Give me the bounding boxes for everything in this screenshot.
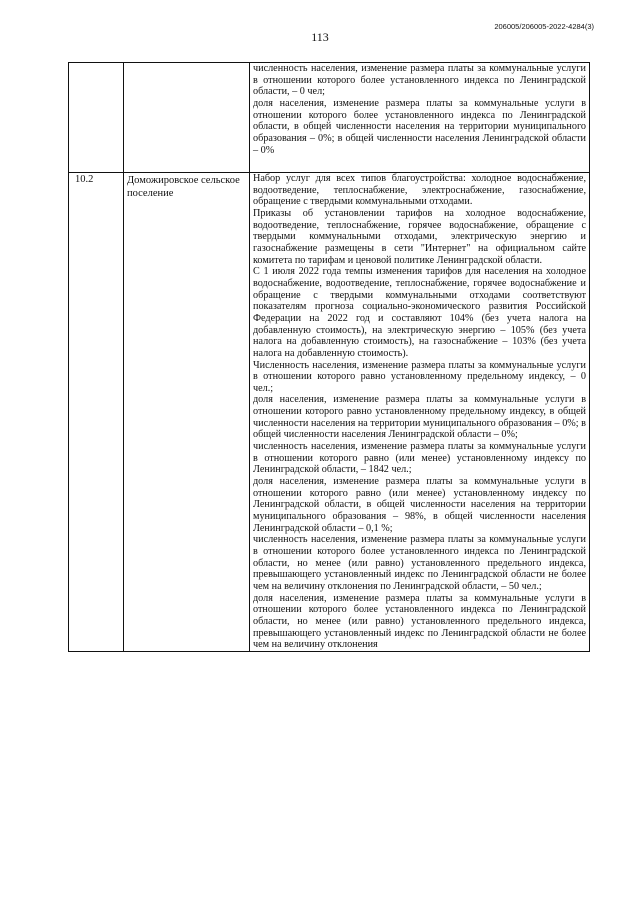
paragraph: Приказы об установлении тарифов на холодное водоснабжение, водоотведение, теплоснабжение, горячее водоснабжение, обращение с твердыми коммунальными отходами, электрическую энергию и газоснабжение размещены в сети "Интернет" на официальном сайте комитета по тарифам и ценовой политике Ленинградской области. (253, 207, 586, 266)
paragraph: Численность населения, изменение размера платы за коммунальные услуги в отношении которого равно установленному предельному индексу, – 0 чел.; (253, 359, 586, 394)
settlement-name: Доможировское сельское поселение (124, 173, 250, 652)
row-number (69, 63, 124, 173)
paragraph: С 1 июля 2022 года темпы изменения тарифов для населения на холодное водоснабжение, водоотведение, теплоснабжение, горячее водоснабжение и обращение с твердыми коммунальными отходами соответствуют показателям прогноза социально-экономического развития Российской Федерации на 2022 год и составляют 104% (без учета налога на добавленную стоимость), на электрическую энергию – 105% (без учета налога на добавленную стоимость), на газоснабжение – 103% (без учета налога на добавленную стоимость). (253, 266, 586, 359)
paragraph: численность населения, изменение размера платы за коммунальные услуги в отношении которого равно (или менее) установленному индексу по Ленинградской области, – 1842 чел.; (253, 441, 586, 476)
page-number: 113 (311, 30, 329, 44)
paragraph: доля населения, изменение размера платы за коммунальные услуги в отношении которого более установленного индекса по Ленинградской области, в общей численности населения на территории муниципального образования – 0%; в общей численности населения Ленинградской области – 0% (253, 97, 586, 156)
row-description (250, 173, 590, 652)
document-id: 206005/206005-2022-4284(3) (494, 22, 594, 31)
settlement-name (124, 63, 250, 173)
row-description (250, 63, 590, 173)
paragraph: доля населения, изменение размера платы за коммунальные услуги в отношении которого равно установленному предельному индексу, в общей численности населения на территории муниципального образования – 0%; в общей численности населения Ленинградской области – 0%; (253, 394, 586, 441)
paragraph: доля населения, изменение размера платы за коммунальные услуги в отношении которого равно (или менее) установленному индексу по Ленинградской области, в общей численности населения на территории муниципального образования – 98%, в общей численности населения Ленинградской области – 0,1 %; (253, 476, 586, 534)
tariff-table (68, 62, 590, 652)
table-row (69, 63, 590, 173)
paragraph: численность населения, изменение размера платы за коммунальные услуги в отношении которого более установленного индекса по Ленинградской области, – 0 чел; (253, 63, 586, 98)
table-row (69, 173, 590, 652)
paragraph: Набор услуг для всех типов благоустройства: холодное водоснабжение, водоотведение, теплоснабжение, электроснабжение, газоснабжение, обращение с твердыми коммунальными отходами. (253, 173, 586, 208)
row-number: 10.2 (69, 173, 124, 652)
paragraph: доля населения, изменение размера платы за коммунальные услуги в отношении которого более установленного индекса по Ленинградской области, но менее (или равно) установленного предельного индекса, превышающего установленный индекс по Ленинградской области не более чем на величину отклонения (253, 592, 586, 651)
paragraph: численность населения, изменение размера платы за коммунальные услуги в отношении которого более установленного индекса по Ленинградской области, но менее (или равно) установленного предельного индекса, превышающего установленный индекс по Ленинградской области не более чем на величину отклонения по Ленинградской области, – 50 чел.; (253, 534, 586, 592)
